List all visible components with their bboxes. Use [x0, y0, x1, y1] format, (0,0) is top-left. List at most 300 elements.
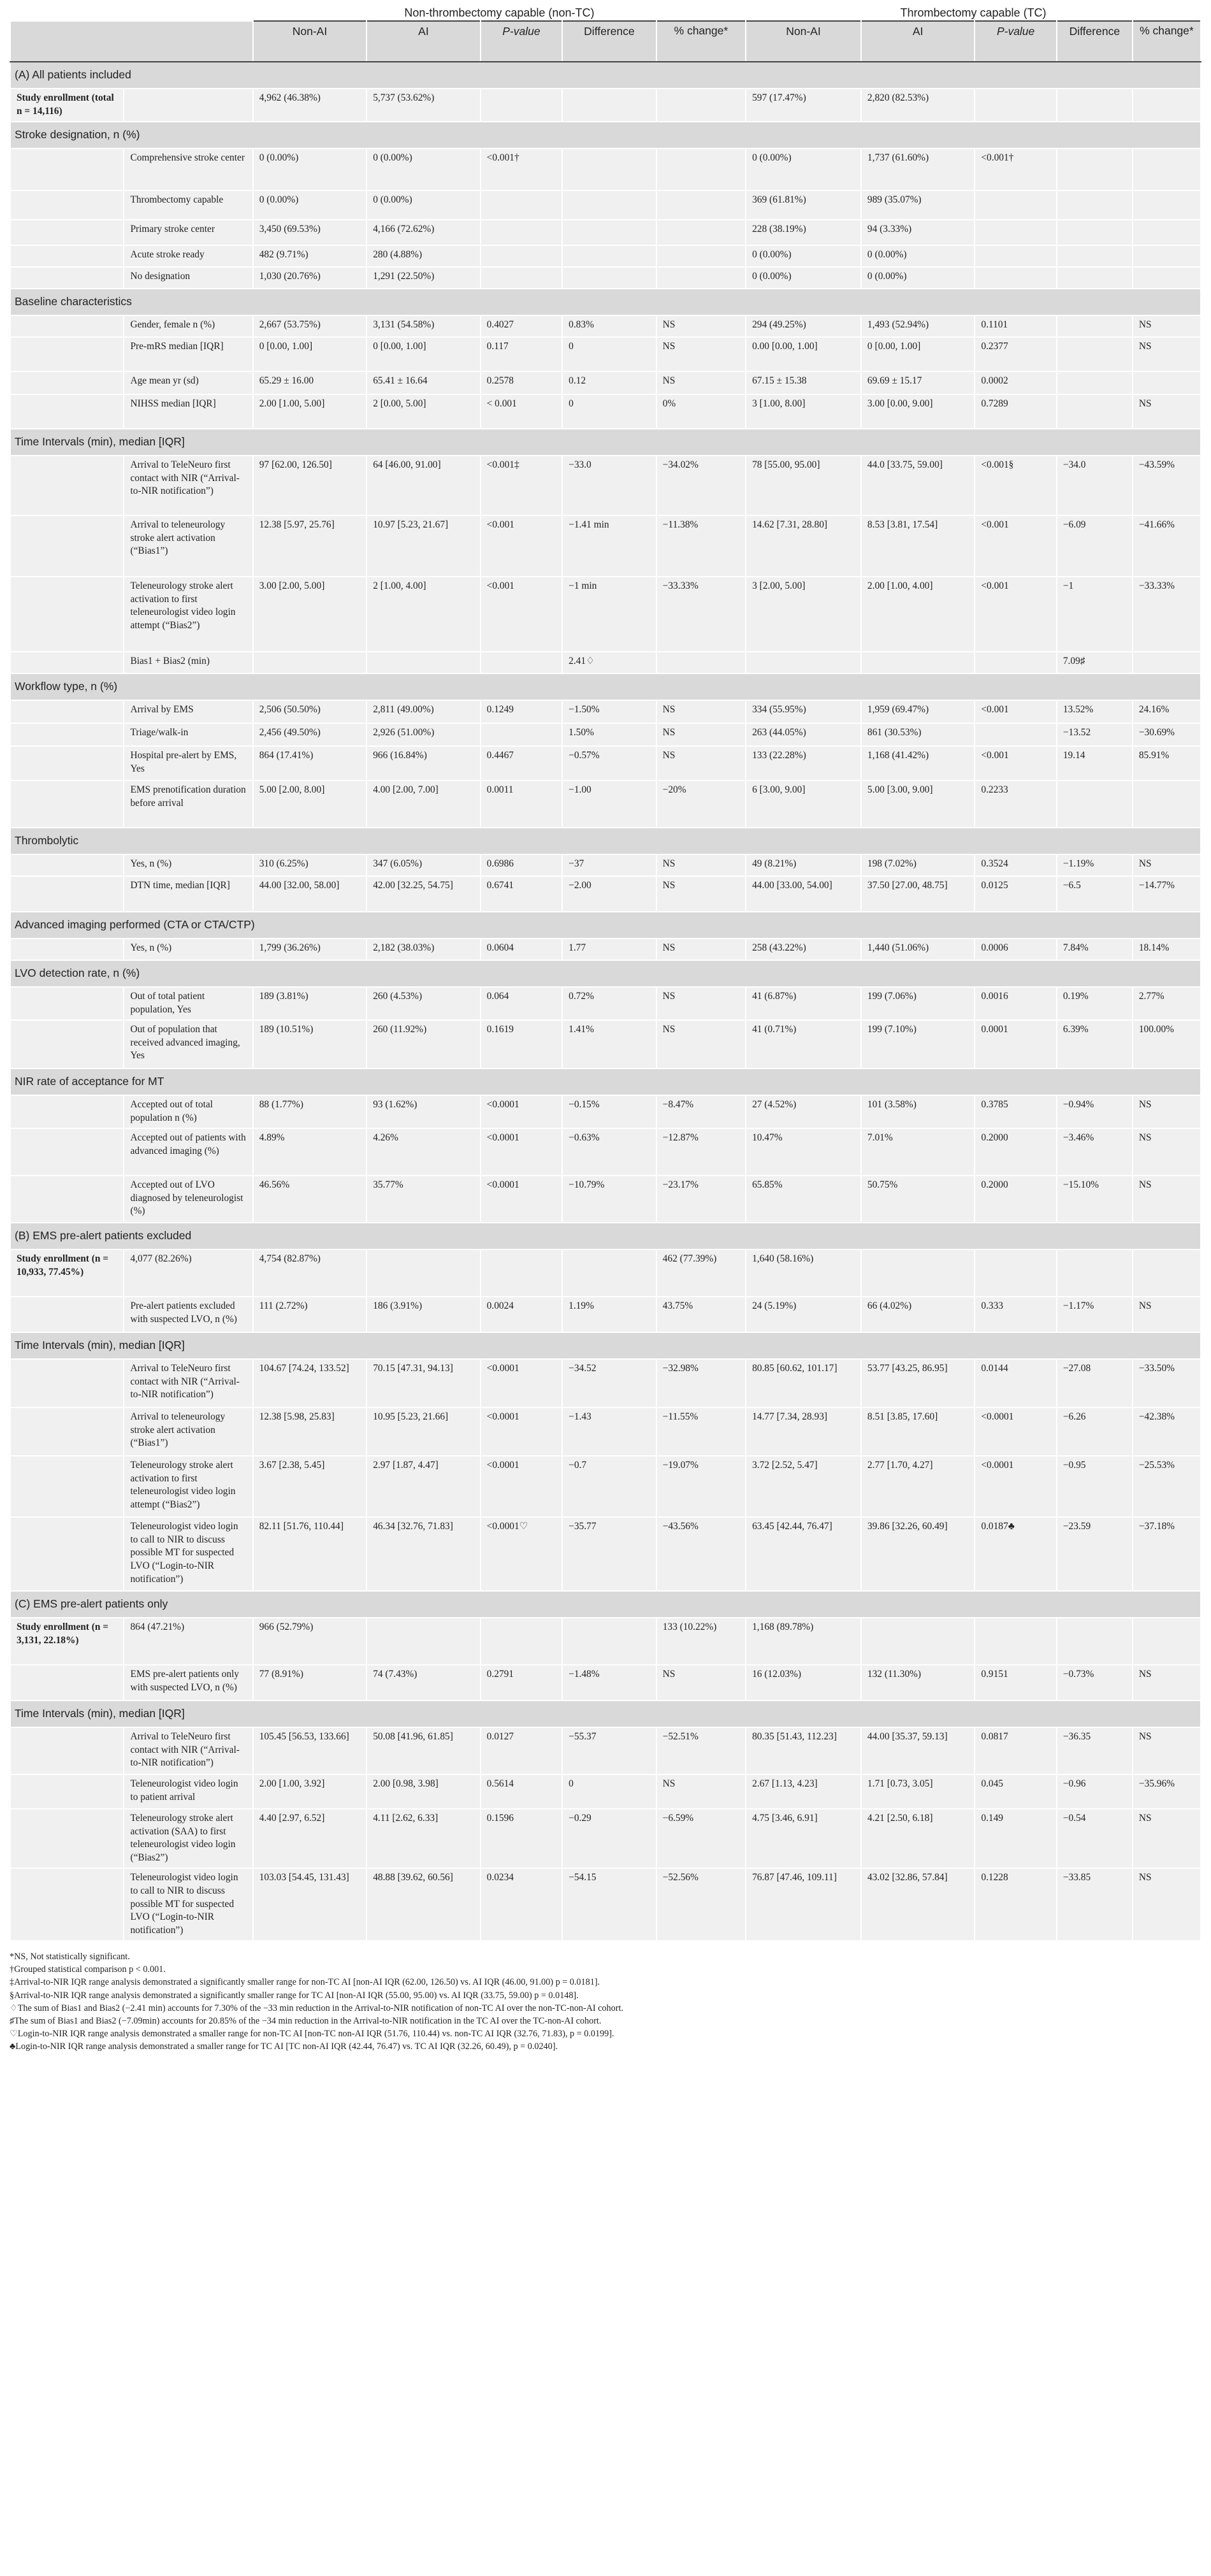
table-cell: 0.2578 [481, 371, 562, 394]
table-cell: −52.56% [656, 1868, 746, 1941]
table-cell: −1 min [562, 577, 656, 652]
table-cell: 0 (0.00%) [861, 267, 975, 289]
table-cell: NS [1133, 1665, 1201, 1701]
table-cell: 0.0016 [975, 987, 1056, 1020]
table-cell: 1,291 (22.50%) [366, 267, 480, 289]
table-cell: 2.00 [0.98, 3.98] [366, 1774, 480, 1809]
table-cell [1133, 781, 1201, 828]
footnotes [10, 1950, 1201, 2053]
table-cell: 2.41♢ [562, 652, 656, 673]
table-cell: 0.12 [562, 371, 656, 394]
table-cell [975, 89, 1056, 122]
row-label: Arrival to TeleNeuro first contact with NIR (“Arrival-to-NIR notification”) [124, 1727, 252, 1774]
table-cell: 0.0006 [975, 939, 1056, 960]
table-cell: NS [1133, 394, 1201, 429]
table-cell: −1.41 min [562, 515, 656, 577]
table-cell [1133, 1249, 1201, 1297]
row-group-label: Study enrollment (total n = 14,116) [10, 89, 124, 122]
table-cell: −43.59% [1133, 456, 1201, 515]
row-group-label [10, 1407, 124, 1456]
table-cell: NS [1133, 1809, 1201, 1868]
row-group-label [10, 220, 124, 245]
table-cell: 48.88 [39.62, 60.56] [366, 1868, 480, 1941]
table-cell: 369 (61.81%) [746, 191, 861, 220]
col-header: % change* [1133, 21, 1201, 62]
footnote: ♡Login-to-NIR IQR range analysis demonstrated a smaller range for non-TC AI [non-TC non-AI IQR (51.76, 110.44) vs. non-TC AI IQR (32.76, 71.83), p = 0.0199]. [10, 2029, 614, 2039]
row-group-label [10, 1774, 124, 1809]
section-header-row [10, 828, 1201, 854]
table-cell: 462 (77.39%) [656, 1249, 746, 1297]
table-cell: 189 (3.81%) [253, 987, 366, 1020]
table-cell: 76.87 [47.46, 109.11] [746, 1868, 861, 1941]
table-cell: −1.50% [562, 700, 656, 723]
section-label: (A) All patients included [10, 62, 1201, 89]
table-cell: −20% [656, 781, 746, 828]
table-cell: 4,166 (72.62%) [366, 220, 480, 245]
table-cell: 67.15 ± 15.38 [746, 371, 861, 394]
section-label: NIR rate of acceptance for MT [10, 1069, 1201, 1095]
table-cell: −15.10% [1057, 1176, 1133, 1223]
table-cell: −6.09 [1057, 515, 1133, 577]
table-cell [975, 1249, 1056, 1297]
table-cell: −35.77 [562, 1517, 656, 1591]
table-cell: −33.50% [1133, 1359, 1201, 1407]
table-cell: −1 [1057, 577, 1133, 652]
table-cell [1057, 315, 1133, 337]
table-cell: −33.33% [656, 577, 746, 652]
table-cell: 1,493 (52.94%) [861, 315, 975, 337]
row-group-label [10, 854, 124, 876]
table-cell: −33.33% [1133, 577, 1201, 652]
results-table-container [10, 0, 1201, 2053]
table-cell: 0 (0.00%) [746, 267, 861, 289]
table-cell: 2 [0.00, 5.00] [366, 394, 480, 429]
table-cell: NS [656, 337, 746, 371]
table-cell: −6.59% [656, 1809, 746, 1868]
row-group-label [10, 1020, 124, 1069]
table-cell [1057, 245, 1133, 267]
table-row [10, 1809, 1201, 1868]
table-cell: 100.00% [1133, 1020, 1201, 1069]
table-cell: NS [656, 371, 746, 394]
table-cell: 0 [562, 394, 656, 429]
table-cell [562, 89, 656, 122]
section-header-row [10, 960, 1201, 987]
table-cell: 2,811 (49.00%) [366, 700, 480, 723]
table-cell [975, 723, 1056, 746]
table-cell: 0 (0.00%) [253, 148, 366, 191]
table-cell: 43.75% [656, 1297, 746, 1332]
section-header-row [10, 1223, 1201, 1249]
footnote: ♯The sum of Bias1 and Bias2 (−7.09min) accounts for 20.85% of the −34 min reduction in the Arrival-to-NIR notification in the TC AI over the TC-non-AI cohort. [10, 2015, 602, 2026]
table-cell [481, 1249, 562, 1297]
row-group-label [10, 987, 124, 1020]
table-cell: 80.35 [51.43, 112.23] [746, 1727, 861, 1774]
table-cell: 4.75 [3.46, 6.91] [746, 1809, 861, 1868]
table-row [10, 1517, 1201, 1591]
table-cell: 0.83% [562, 315, 656, 337]
table-row [10, 700, 1201, 723]
row-label: Gender, female n (%) [124, 315, 252, 337]
row-label: Arrival to teleneurology stroke alert activation (“Bias1”) [124, 1407, 252, 1456]
table-cell: NS [656, 939, 746, 960]
table-cell: −13.52 [1057, 723, 1133, 746]
table-cell: NS [656, 315, 746, 337]
table-cell: 0 (0.00%) [861, 245, 975, 267]
row-label: Teleneurologist video login to call to NIR to discuss possible MT for suspected LVO (“Login-to-NIR notification”) [124, 1868, 252, 1941]
row-label: Teleneurologist video login to patient arrival [124, 1774, 252, 1809]
row-group-label [10, 267, 124, 289]
table-row [10, 89, 1201, 122]
table-cell: NS [656, 746, 746, 781]
table-cell: 41 (0.71%) [746, 1020, 861, 1069]
section-header-row [10, 1591, 1201, 1618]
table-cell [975, 245, 1056, 267]
table-row [10, 515, 1201, 577]
table-cell: 69.69 ± 15.17 [861, 371, 975, 394]
table-cell [1057, 371, 1133, 394]
row-label: Arrival to TeleNeuro first contact with NIR (“Arrival-to-NIR notification”) [124, 1359, 252, 1407]
section-header-row [10, 1332, 1201, 1359]
table-cell: 4.21 [2.50, 6.18] [861, 1809, 975, 1868]
row-group-label [10, 371, 124, 394]
table-cell: −41.66% [1133, 515, 1201, 577]
table-cell: 7.01% [861, 1128, 975, 1176]
table-cell [975, 1618, 1056, 1665]
row-group-label [10, 746, 124, 781]
table-cell: NS [1133, 1128, 1201, 1176]
table-row [10, 652, 1201, 673]
table-cell [366, 1249, 480, 1297]
row-label: No designation [124, 267, 252, 289]
table-cell: −23.59 [1057, 1517, 1133, 1591]
table-cell: 0 (0.00%) [366, 148, 480, 191]
table-cell: −0.94% [1057, 1095, 1133, 1128]
table-cell: −35.96% [1133, 1774, 1201, 1809]
table-cell: 18.14% [1133, 939, 1201, 960]
table-cell: 0.72% [562, 987, 656, 1020]
table-cell: 3 [2.00, 5.00] [746, 577, 861, 652]
table-cell [1057, 781, 1133, 828]
table-cell: 104.67 [74.24, 133.52] [253, 1359, 366, 1407]
table-cell: 3,131 (54.58%) [366, 315, 480, 337]
row-label: Arrival to TeleNeuro first contact with NIR (“Arrival-to-NIR notification”) [124, 456, 252, 515]
row-group-label [10, 652, 124, 673]
section-header-row [10, 1701, 1201, 1727]
table-cell [656, 89, 746, 122]
row-label: Yes, n (%) [124, 939, 252, 960]
table-cell: 199 (7.06%) [861, 987, 975, 1020]
table-cell: −2.00 [562, 876, 656, 912]
table-cell [975, 220, 1056, 245]
table-cell: 186 (3.91%) [366, 1297, 480, 1332]
table-cell: 966 (52.79%) [253, 1618, 366, 1665]
table-cell: 1,799 (36.26%) [253, 939, 366, 960]
table-cell: NS [656, 1665, 746, 1701]
table-cell: 80.85 [60.62, 101.17] [746, 1359, 861, 1407]
row-group-label [10, 876, 124, 912]
table-cell: 2,182 (38.03%) [366, 939, 480, 960]
table-cell: 280 (4.88%) [366, 245, 480, 267]
table-cell: −34.0 [1057, 456, 1133, 515]
table-cell [481, 652, 562, 673]
section-header-row [10, 289, 1201, 315]
row-label: Teleneurology stroke alert activation (SAA) to first teleneurologist video login (“Bias2”) [124, 1809, 252, 1868]
table-cell: −34.52 [562, 1359, 656, 1407]
table-row [10, 1456, 1201, 1517]
table-cell: −55.37 [562, 1727, 656, 1774]
table-cell: 189 (10.51%) [253, 1020, 366, 1069]
section-label: LVO detection rate, n (%) [10, 960, 1201, 987]
table-cell: 1.19% [562, 1297, 656, 1332]
table-row [10, 854, 1201, 876]
table-cell: −6.26 [1057, 1407, 1133, 1456]
table-cell [481, 1618, 562, 1665]
table-cell: 0.0125 [975, 876, 1056, 912]
table-cell: 2 [1.00, 4.00] [366, 577, 480, 652]
table-cell: 2.00 [1.00, 4.00] [861, 577, 975, 652]
table-cell [746, 652, 861, 673]
footnote: ♢The sum of Bias1 and Bias2 (−2.41 min) accounts for 7.30% of the −33 min reduction in the Arrival-to-NIR notification of non-TC AI over the non-TC-non-AI cohort. [10, 2003, 623, 2013]
section-label: (C) EMS pre-alert patients only [10, 1591, 1201, 1618]
table-row [10, 1249, 1201, 1297]
table-cell: −34.02% [656, 456, 746, 515]
table-cell: 2.77% [1133, 987, 1201, 1020]
table-cell: 3,450 (69.53%) [253, 220, 366, 245]
table-cell: 0.1228 [975, 1868, 1056, 1941]
section-label: Advanced imaging performed (CTA or CTA/CTP) [10, 912, 1201, 939]
table-cell: −0.63% [562, 1128, 656, 1176]
row-group-label [10, 1095, 124, 1128]
table-cell: −27.08 [1057, 1359, 1133, 1407]
table-cell: 0.0187♣ [975, 1517, 1056, 1591]
table-cell: 4.00 [2.00, 7.00] [366, 781, 480, 828]
row-label: Arrival by EMS [124, 700, 252, 723]
table-cell: −0.95 [1057, 1456, 1133, 1517]
table-cell: 6 [3.00, 9.00] [746, 781, 861, 828]
row-label: 864 (47.21%) [124, 1618, 252, 1665]
table-cell: 1,440 (51.06%) [861, 939, 975, 960]
table-cell: 2.97 [1.87, 4.47] [366, 1456, 480, 1517]
table-cell: 1.41% [562, 1020, 656, 1069]
table-cell: <0.0001 [481, 1095, 562, 1128]
table-row [10, 1407, 1201, 1456]
table-cell: 1.77 [562, 939, 656, 960]
table-cell [1057, 1618, 1133, 1665]
table-cell: 4.40 [2.97, 6.52] [253, 1809, 366, 1868]
table-cell: <0.001‡ [481, 456, 562, 515]
table-row [10, 1020, 1201, 1069]
row-label: Hospital pre-alert by EMS, Yes [124, 746, 252, 781]
table-cell: −54.15 [562, 1868, 656, 1941]
table-cell: 5.00 [2.00, 8.00] [253, 781, 366, 828]
table-cell: 65.29 ± 16.00 [253, 371, 366, 394]
table-cell: 70.15 [47.31, 94.13] [366, 1359, 480, 1407]
table-row [10, 394, 1201, 429]
section-header-row [10, 912, 1201, 939]
table-cell [1057, 394, 1133, 429]
table-cell: 77 (8.91%) [253, 1665, 366, 1701]
table-cell: <0.0001♡ [481, 1517, 562, 1591]
table-cell: −12.87% [656, 1128, 746, 1176]
table-cell: −19.07% [656, 1456, 746, 1517]
row-label: EMS prenotification duration before arrival [124, 781, 252, 828]
table-cell [975, 267, 1056, 289]
row-group-label [10, 577, 124, 652]
row-label: Accepted out of total population n (%) [124, 1095, 252, 1128]
table-row [10, 1176, 1201, 1223]
table-cell [1133, 220, 1201, 245]
row-label: EMS pre-alert patients only with suspected LVO, n (%) [124, 1665, 252, 1701]
table-cell: 24 (5.19%) [746, 1297, 861, 1332]
table-cell: −1.19% [1057, 854, 1133, 876]
table-cell: −1.43 [562, 1407, 656, 1456]
table-cell: 2,820 (82.53%) [861, 89, 975, 122]
table-cell: 2.67 [1.13, 4.23] [746, 1774, 861, 1809]
table-cell [562, 220, 656, 245]
footnote: §Arrival-to-NIR IQR range analysis demonstrated a significantly smaller range for TC AI [non-AI IQR (55.00, 95.00) vs. AI IQR (33.75, 59.00) p = 0.0148]. [10, 1990, 579, 2001]
section-label: Stroke designation, n (%) [10, 122, 1201, 148]
table-cell [1057, 267, 1133, 289]
table-row [10, 148, 1201, 191]
row-group-label [10, 1665, 124, 1701]
table-row [10, 577, 1201, 652]
table-cell: 133 (22.28%) [746, 746, 861, 781]
table-cell: 0.0127 [481, 1727, 562, 1774]
table-cell: −11.55% [656, 1407, 746, 1456]
table-cell [562, 148, 656, 191]
table-row [10, 191, 1201, 220]
row-group-label [10, 315, 124, 337]
row-label: DTN time, median [IQR] [124, 876, 252, 912]
table-cell: 0 [562, 337, 656, 371]
table-cell [656, 220, 746, 245]
table-cell: 0.2791 [481, 1665, 562, 1701]
table-cell: 0.0001 [975, 1020, 1056, 1069]
table-cell [656, 267, 746, 289]
table-cell: <0.001 [481, 577, 562, 652]
table-cell: 14.77 [7.34, 28.93] [746, 1407, 861, 1456]
table-cell: −1.17% [1057, 1297, 1133, 1332]
table-cell [1133, 148, 1201, 191]
table-cell: <0.0001 [975, 1407, 1056, 1456]
col-header: Difference [1057, 21, 1133, 62]
table-cell: −30.69% [1133, 723, 1201, 746]
col-header: Non-AI [746, 21, 861, 62]
row-label: Out of population that received advanced imaging, Yes [124, 1020, 252, 1069]
table-cell: < 0.001 [481, 394, 562, 429]
table-cell: 0.1101 [975, 315, 1056, 337]
table-cell [481, 191, 562, 220]
row-group-label [10, 1176, 124, 1223]
table-cell: <0.001 [481, 515, 562, 577]
table-cell: 2.00 [1.00, 3.92] [253, 1774, 366, 1809]
table-cell [562, 1618, 656, 1665]
table-cell [861, 652, 975, 673]
table-cell [1133, 1618, 1201, 1665]
table-cell: 5.00 [3.00, 9.00] [861, 781, 975, 828]
row-label: Teleneurology stroke alert activation to first teleneurologist video login attempt (“Bias2”) [124, 1456, 252, 1517]
table-cell: 198 (7.02%) [861, 854, 975, 876]
table-cell: 0.149 [975, 1809, 1056, 1868]
table-cell: 1,959 (69.47%) [861, 700, 975, 723]
table-cell: 0.2000 [975, 1128, 1056, 1176]
row-group-label [10, 1456, 124, 1517]
table-cell: 2,506 (50.50%) [253, 700, 366, 723]
table-cell: 93 (1.62%) [366, 1095, 480, 1128]
col-header: P-value [481, 21, 562, 62]
table-cell: −23.17% [656, 1176, 746, 1223]
table-cell: 103.03 [54.45, 131.43] [253, 1868, 366, 1941]
row-label [124, 89, 252, 122]
row-group-label [10, 394, 124, 429]
table-cell: 260 (11.92%) [366, 1020, 480, 1069]
table-cell: 82.11 [51.76, 110.44] [253, 1517, 366, 1591]
table-cell: 85.91% [1133, 746, 1201, 781]
table-cell: 0.0002 [975, 371, 1056, 394]
table-cell: 24.16% [1133, 700, 1201, 723]
table-cell [1057, 337, 1133, 371]
table-cell [1133, 89, 1201, 122]
table-cell: NS [1133, 1868, 1201, 1941]
table-cell: 53.77 [43.25, 86.95] [861, 1359, 975, 1407]
table-cell: 44.0 [33.75, 59.00] [861, 456, 975, 515]
footnote: *NS, Not statistically significant. [10, 1952, 130, 1962]
row-label: Thrombectomy capable [124, 191, 252, 220]
table-cell [1133, 191, 1201, 220]
row-group-label [10, 1359, 124, 1407]
table-cell: <0.0001 [481, 1176, 562, 1223]
table-cell: −25.53% [1133, 1456, 1201, 1517]
table-cell: 7.84% [1057, 939, 1133, 960]
footnote: †Grouped statistical comparison p < 0.001. [10, 1964, 166, 1975]
table-cell: −36.35 [1057, 1727, 1133, 1774]
row-group-label [10, 191, 124, 220]
table-row [10, 371, 1201, 394]
table-row [10, 337, 1201, 371]
table-cell: 2.77 [1.70, 4.27] [861, 1456, 975, 1517]
row-group-label [10, 1517, 124, 1591]
row-group-label [10, 1128, 124, 1176]
table-cell: <0.0001 [481, 1456, 562, 1517]
table-cell: 41 (6.87%) [746, 987, 861, 1020]
table-cell: 0.1249 [481, 700, 562, 723]
section-header-row [10, 673, 1201, 700]
table-cell: 0 [0.00, 1.00] [253, 337, 366, 371]
table-cell: −43.56% [656, 1517, 746, 1591]
table-cell: 0.6986 [481, 854, 562, 876]
table-cell: 8.53 [3.81, 17.54] [861, 515, 975, 577]
table-cell [481, 723, 562, 746]
row-group-label [10, 1297, 124, 1332]
table-cell [366, 652, 480, 673]
table-cell: 132 (11.30%) [861, 1665, 975, 1701]
table-cell: 966 (16.84%) [366, 746, 480, 781]
col-header: % change* [656, 21, 746, 62]
table-cell: −42.38% [1133, 1407, 1201, 1456]
table-cell: 0 [562, 1774, 656, 1809]
col-header: Non-AI [253, 21, 366, 62]
table-cell: −0.73% [1057, 1665, 1133, 1701]
results-table [10, 0, 1201, 1941]
table-cell [562, 191, 656, 220]
table-cell: 0.1619 [481, 1020, 562, 1069]
row-label: Teleneurology stroke alert activation to first teleneurologist video login attempt (“Bias2”) [124, 577, 252, 652]
table-cell: 0.00 [0.00, 1.00] [746, 337, 861, 371]
row-label: Primary stroke center [124, 220, 252, 245]
table-cell: −11.38% [656, 515, 746, 577]
table-cell: <0.001 [975, 577, 1056, 652]
